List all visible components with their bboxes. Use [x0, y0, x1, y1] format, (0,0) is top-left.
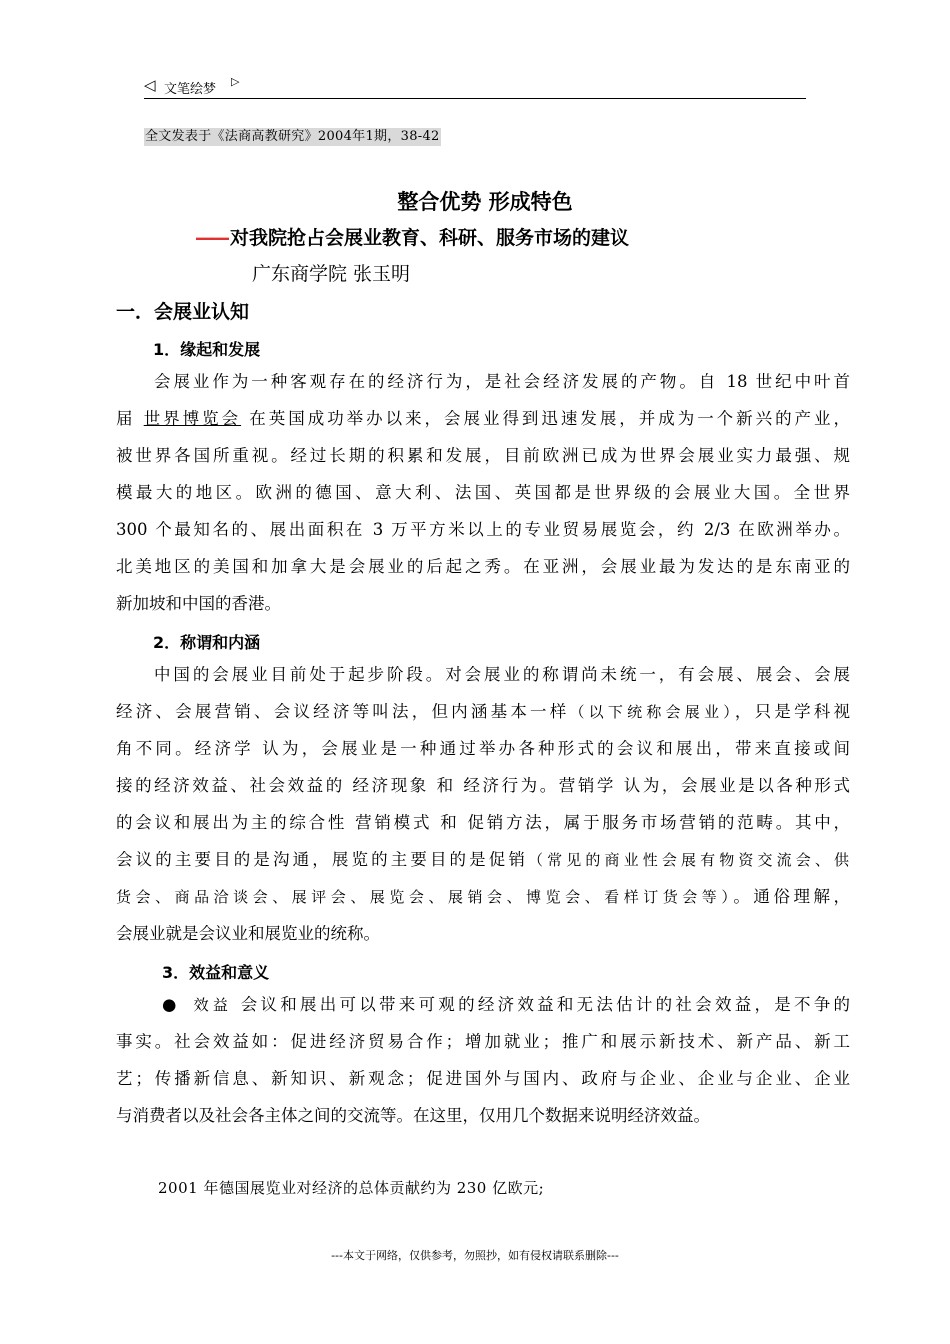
subtitle-text: 对我院抢占会展业教育、科研、服务市场的建议 [230, 227, 630, 249]
paragraph-line: 新加坡和中国的香港。 [116, 594, 281, 613]
paragraph-line: 中国的会展业目前处于起步阶段。对会展业的称谓尚未统一，有会展、展会、会展 [154, 665, 850, 684]
section-heading: 一．会展业认知 [116, 301, 250, 323]
document-subtitle [195, 223, 629, 250]
paragraph-benefits [116, 986, 850, 1134]
subsection-heading-2: 2．称谓和内涵 [153, 633, 261, 652]
paragraph-line: 模最大的地区。欧洲的德国、意大利、法国、英国都是世界级的会展业大国。全世界 [116, 483, 850, 502]
bullet-icon: ● [162, 995, 180, 1014]
paragraph-line: 经济、会展营销、会议经济等叫法，但内涵基本一样（以下统称会展业），只是学科视 [116, 702, 851, 721]
paragraph-line: ● 效益 会议和展出可以带来可观的经济效益和无法估计的社会效益，是不争的 [162, 995, 850, 1014]
paragraph-line: 货会、商品洽谈会、展评会、展览会、展销会、博览会、看样订货会等）。通俗理解， [116, 887, 850, 906]
paragraph-terminology [116, 656, 850, 952]
paragraph-line: 与消费者以及社会各主体之间的交流等。在这里，仅用几个数据来说明经济效益。 [116, 1106, 710, 1125]
header-brand: 文笔绘梦 [164, 82, 217, 97]
publication-note: 全文发表于《法商高教研究》2004年1期，38-42 [145, 129, 440, 144]
subtitle-dash: —— [195, 227, 227, 249]
footer-disclaimer: ---本文于网络，仅供参考，勿照抄，如有侵权请联系删除--- [331, 1249, 619, 1262]
right-triangle-icon: ▷ [231, 75, 240, 88]
subsection-heading-1: 1．缘起和发展 [153, 340, 261, 359]
running-header [144, 74, 806, 99]
paragraph-line: 的会议和展出为主的综合性 营销模式 和 促销方法，属于服务市场营销的范畴。其中， [116, 813, 850, 832]
world-expo-link[interactable]: 世界博览会 [143, 409, 242, 428]
paragraph-line: 届 世界博览会 在英国成功举办以来，会展业得到迅速发展，并成为一个新兴的产业， [116, 409, 851, 428]
paragraph-line: 会议的主要目的是沟通，展览的主要目的是促销（常见的商业性会展有物资交流会、供 [116, 850, 850, 869]
left-triangle-icon: ◁ [144, 76, 156, 94]
paragraph-line: 会展业作为一种客观存在的经济行为，是社会经济发展的产物。自 18 世纪中叶首 [154, 372, 850, 391]
subsection-heading-3: 3．效益和意义 [162, 963, 270, 982]
paragraph-origin [116, 363, 850, 622]
author-line: 广东商学院 张玉明 [252, 263, 411, 285]
paragraph-line: 艺；传播新信息、新知识、新观念；促进国外与国内、政府与企业、企业与企业、企业 [116, 1069, 850, 1088]
paragraph-line: 事实。社会效益如：促进经济贸易合作；增加就业；推广和展示新技术、新产品、新工 [116, 1032, 850, 1051]
paragraph-line: 300 个最知名的、展出面积在 3 万平方米以上的专业贸易展览会，约 2/3 在欧洲举办。 [116, 520, 850, 539]
paragraph-line: 角不同。经济学 认为，会展业是一种通过举办各种形式的会议和展出，带来直接或间 [116, 739, 850, 758]
statistic-line: 2001 年德国展览业对经济的总体贡献约为 230 亿欧元; [158, 1179, 545, 1197]
paragraph-line: 接的经济效益、社会效益的 经济现象 和 经济行为。营销学 认为，会展业是以各种形式 [116, 776, 850, 795]
document-title: 整合优势 形成特色 [397, 190, 573, 214]
paragraph-line: 被世界各国所重视。经过长期的积累和发展，目前欧洲已成为世界会展业实力最强、规 [116, 446, 850, 465]
paragraph-line: 会展业就是会议业和展览业的统称。 [116, 924, 380, 943]
paragraph-line: 北美地区的美国和加拿大是会展业的后起之秀。在亚洲，会展业最为发达的是东南亚的 [116, 557, 850, 576]
